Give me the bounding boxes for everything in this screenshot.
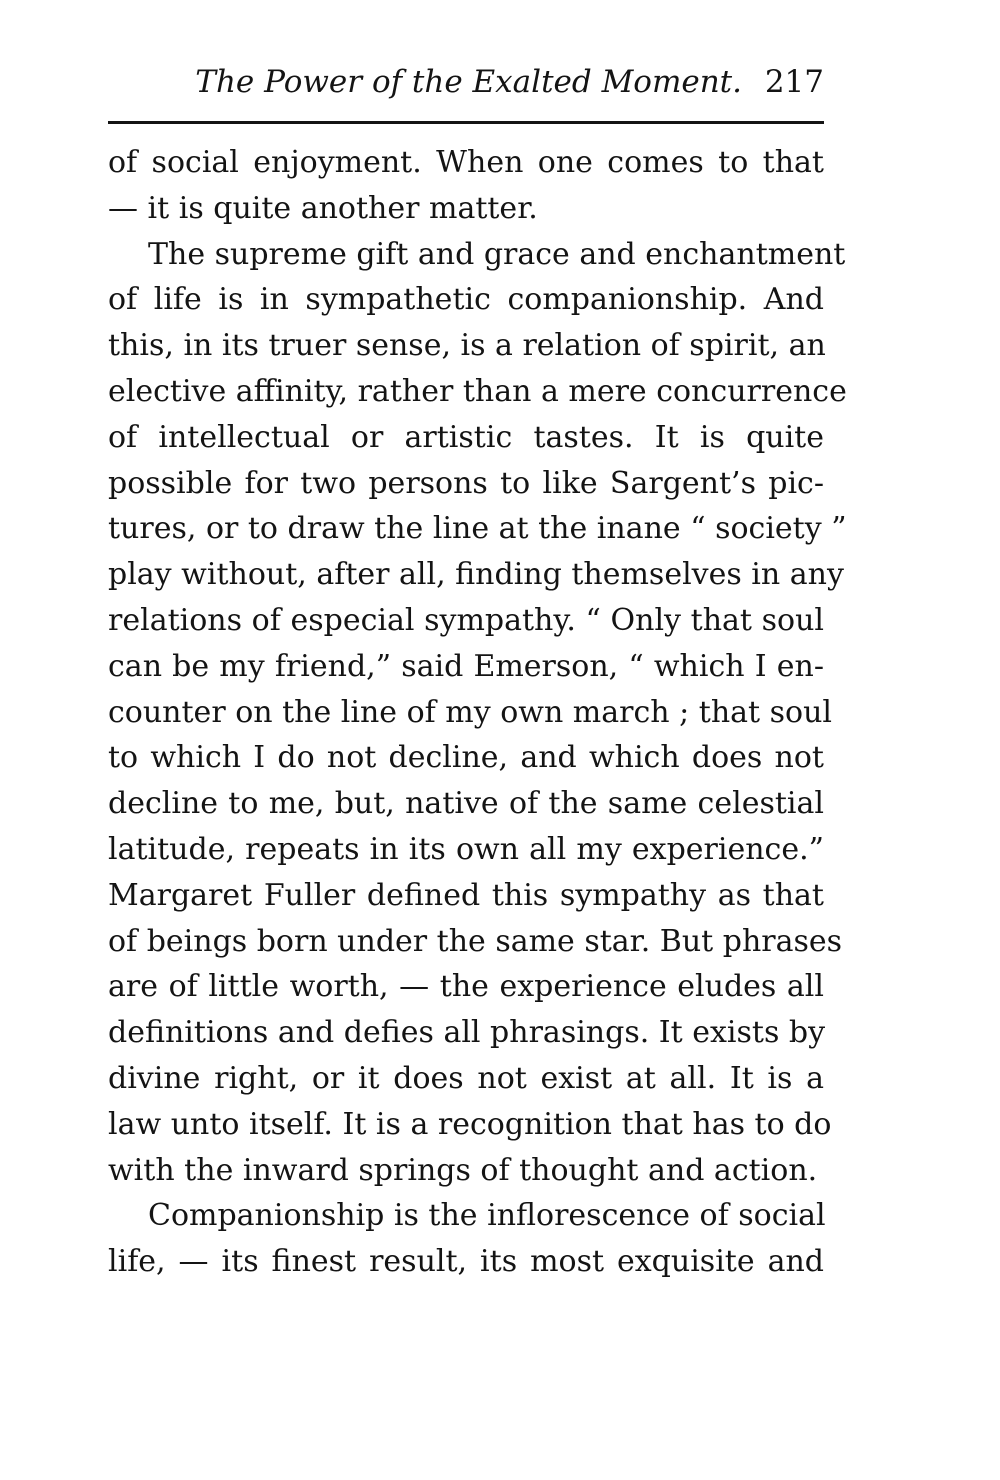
- text-line: Margaret Fuller defined this sympathy as that: [108, 877, 824, 913]
- text-line: definitions and defies all phrasings. It exists by: [108, 1015, 826, 1051]
- text-line: latitude, repeats in its own all my experience.”: [108, 831, 824, 867]
- text-line: play without, after all, finding themselves in any: [108, 557, 844, 593]
- text-line: this, in its truer sense, is a relation of spirit, an: [108, 328, 826, 364]
- text-line: relations of especial sympathy. “ Only that soul: [108, 602, 824, 638]
- text-line: elective affinity, rather than a mere concurrence: [108, 373, 847, 409]
- text-line: decline to me, but, native of the same celestial: [108, 786, 824, 822]
- text-line: with the inward springs of thought and action.: [108, 1152, 818, 1188]
- text-line: life, — its finest result, its most exquisite and: [108, 1244, 824, 1280]
- text-line: possible for two persons to like Sargent’s pic-: [108, 465, 824, 501]
- text-line: — it is quite another matter.: [108, 190, 538, 226]
- text-line: of beings born under the same star. But phrases: [108, 923, 843, 959]
- text-line: of social enjoyment. When one comes to that: [108, 145, 824, 180]
- text-line: divine right, or it does not exist at all. It is a: [108, 1060, 824, 1096]
- text-line: counter on the line of my own march ; that soul: [108, 694, 833, 730]
- text-line: of intellectual or artistic tastes. It is quite: [108, 419, 824, 455]
- text-line: The supreme gift and grace and enchantment: [148, 236, 846, 272]
- text-line: to which I do not decline, and which does not: [108, 740, 824, 776]
- text-line: of life is in sympathetic companionship. And: [108, 282, 824, 318]
- text-line: Companionship is the inflorescence of social: [148, 1198, 826, 1234]
- text-line: can be my friend,” said Emerson, “ which I en-: [108, 648, 824, 684]
- text-line: law unto itself. It is a recognition that has to do: [108, 1106, 832, 1142]
- running-title: The Power of the Exalted Moment.: [195, 64, 742, 100]
- text-line: tures, or to draw the line at the inane “ society ”: [108, 511, 847, 547]
- page-number: 217: [764, 64, 824, 100]
- body-text: [108, 140, 847, 1285]
- running-head: [108, 58, 824, 106]
- header-rule: [108, 121, 824, 124]
- text-line: are of little worth, — the experience eludes all: [108, 969, 824, 1005]
